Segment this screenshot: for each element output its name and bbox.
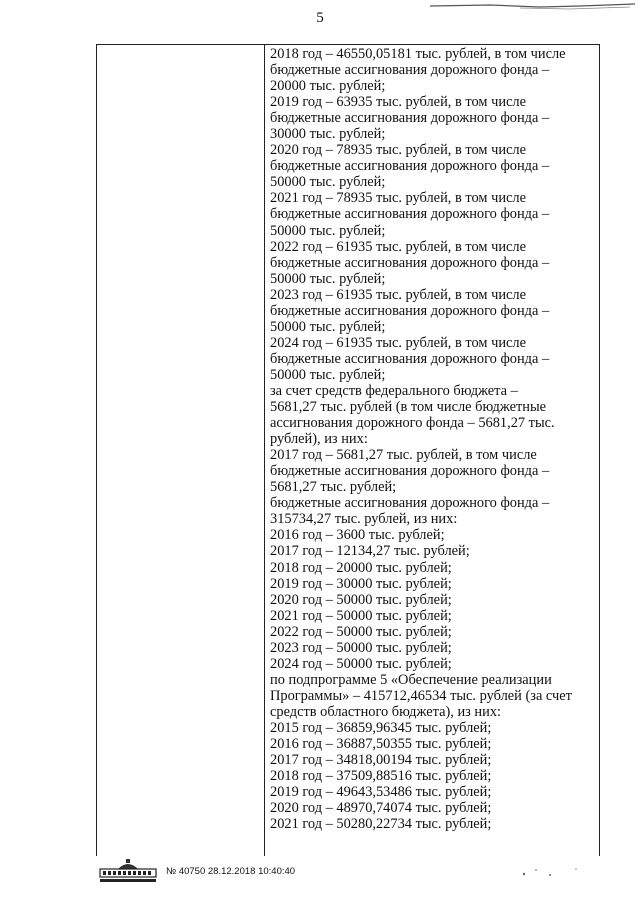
- text-line: 2016 год – 3600 тыс. рублей;: [270, 527, 445, 544]
- text-line: бюджетные ассигнования дорожного фонда –: [270, 495, 550, 512]
- text-line: 2019 год – 63935 тыс. рублей, в том числе: [270, 94, 526, 111]
- text-line: ассигнования дорожного фонда – 5681,27 тыс.: [270, 415, 555, 432]
- text-line: 2020 год – 50000 тыс. рублей;: [270, 591, 452, 608]
- text-line: 2019 год – 30000 тыс. рублей;: [270, 575, 452, 592]
- text-line: 5681,27 тыс. рублей;: [270, 479, 397, 496]
- text-line: 2018 год – 20000 тыс. рублей;: [270, 559, 452, 576]
- text-line: 50000 тыс. рублей;: [270, 174, 386, 191]
- text-line: средств областного бюджета), из них:: [270, 703, 502, 720]
- text-line: 5681,27 тыс. рублей (в том числе бюджетные: [270, 399, 546, 416]
- text-line: Программы» – 415712,46534 тыс. рублей (за счет: [270, 687, 572, 704]
- text-line: за счет средств федерального бюджета –: [270, 382, 518, 399]
- registration-footer: [96, 857, 616, 887]
- text-line: 2019 год – 49643,53486 тыс. рублей;: [270, 784, 492, 801]
- registry-stamp-icon: [96, 857, 160, 885]
- text-line: 2024 год – 61935 тыс. рублей, в том числе: [270, 334, 526, 351]
- text-line: бюджетные ассигнования дорожного фонда –: [270, 206, 550, 223]
- text-line: 2018 год – 37509,88516 тыс. рублей;: [270, 768, 492, 785]
- page-number: 5: [316, 10, 324, 26]
- text-line: бюджетные ассигнования дорожного фонда –: [270, 350, 550, 367]
- scan-artifact: [430, 2, 635, 12]
- funding-text-cell: [270, 46, 598, 832]
- scan-specks: [516, 865, 596, 879]
- text-line: 20000 тыс. рублей;: [270, 78, 386, 95]
- text-line: 50000 тыс. рублей;: [270, 318, 386, 335]
- text-line: бюджетные ассигнования дорожного фонда –: [270, 158, 550, 175]
- text-line: 2022 год – 50000 тыс. рублей;: [270, 623, 452, 640]
- text-line: бюджетные ассигнования дорожного фонда –: [270, 110, 550, 127]
- text-line: 2021 год – 50000 тыс. рублей;: [270, 607, 452, 624]
- text-line: бюджетные ассигнования дорожного фонда –: [270, 463, 550, 480]
- text-line: 50000 тыс. рублей;: [270, 366, 386, 383]
- text-line: 50000 тыс. рублей;: [270, 270, 386, 287]
- text-line: 2017 год – 34818,00194 тыс. рублей;: [270, 752, 492, 769]
- text-line: 50000 тыс. рублей;: [270, 222, 386, 239]
- text-line: бюджетные ассигнования дорожного фонда –: [270, 302, 550, 319]
- text-line: 2024 год – 50000 тыс. рублей;: [270, 655, 452, 672]
- text-line: 2021 год – 50280,22734 тыс. рублей;: [270, 816, 492, 833]
- registration-number: № 40750 28.12.2018 10:40:40: [166, 866, 296, 877]
- text-line: 2016 год – 36887,50355 тыс. рублей;: [270, 736, 492, 753]
- text-line: 2020 год – 48970,74074 тыс. рублей;: [270, 800, 492, 817]
- text-line: 2017 год – 12134,27 тыс. рублей;: [270, 543, 470, 560]
- text-line: 2020 год – 78935 тыс. рублей, в том числе: [270, 142, 526, 159]
- text-line: 2017 год – 5681,27 тыс. рублей, в том числе: [270, 447, 537, 464]
- text-line: бюджетные ассигнования дорожного фонда –: [270, 62, 550, 79]
- text-line: 2022 год – 61935 тыс. рублей, в том числе: [270, 238, 526, 255]
- table-column-divider: [264, 44, 265, 856]
- text-line: 2023 год – 61935 тыс. рублей, в том числе: [270, 286, 526, 303]
- text-line: по подпрограмме 5 «Обеспечение реализации: [270, 671, 552, 688]
- text-line: 2018 год – 46550,05181 тыс. рублей, в том числе: [270, 46, 566, 62]
- text-line: 30000 тыс. рублей;: [270, 126, 386, 143]
- text-line: рублей), из них:: [270, 431, 368, 448]
- text-line: 315734,27 тыс. рублей, из них:: [270, 511, 458, 528]
- text-line: бюджетные ассигнования дорожного фонда –: [270, 254, 550, 271]
- text-line: 2021 год – 78935 тыс. рублей, в том числе: [270, 190, 526, 207]
- text-line: 2015 год – 36859,96345 тыс. рублей;: [270, 719, 492, 736]
- text-line: 2023 год – 50000 тыс. рублей;: [270, 639, 452, 656]
